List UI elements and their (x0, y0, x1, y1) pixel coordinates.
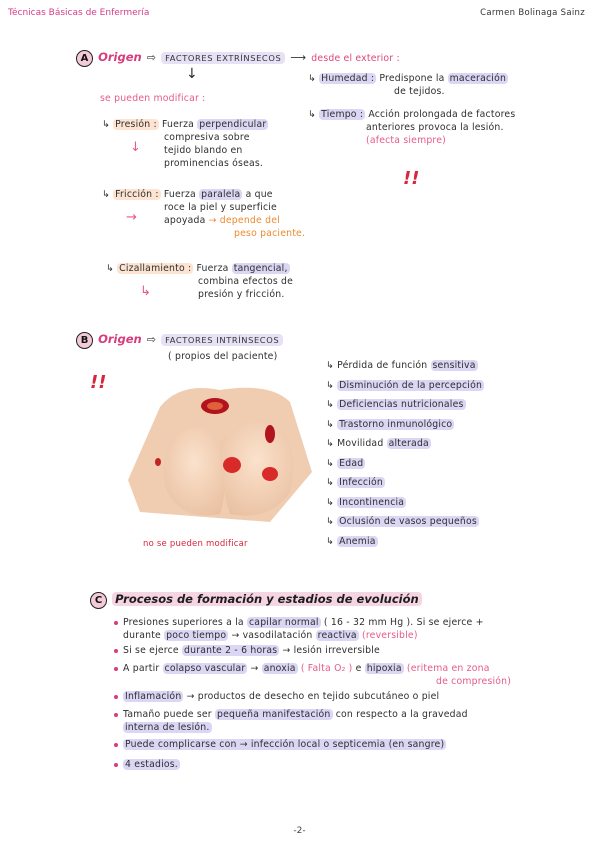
list-item: ↳ Deficiencias nutricionales (326, 399, 464, 410)
list-item: Presiones superiores a la capilar normal ( 16 - 32 mm Hg ). Si se ejerce + durante poco tiempo → vasodilatación reactiva (reversible) (114, 616, 584, 644)
right-arrow-icon: → (126, 210, 137, 225)
arrow-icon: ⇨ (146, 333, 157, 346)
page-number: -2- (293, 826, 306, 836)
intrinsic-list (326, 359, 484, 554)
presion-heading: Presión : (115, 119, 157, 130)
humedad-text-2: de tejidos. (394, 86, 445, 97)
corner-arrow-icon: ↳ (140, 284, 151, 299)
presion-text-2: compresiva sobre (164, 132, 250, 143)
friccion-heading: Fricción : (115, 189, 159, 200)
cizallamiento-text-1: Fuerza (196, 263, 229, 274)
long-arrow-icon: ⟶ (290, 51, 307, 64)
tiempo-text-1: Acción prolongada de factores (368, 109, 516, 120)
list-item: ↳ Infección (326, 477, 383, 488)
list-item: Tamaño puede ser pequeña manifestación con respecto a la gravedad interna de lesión. (114, 708, 584, 738)
list-item: Inflamación → productos de desecho en tejido subcutáneo o piel (114, 690, 584, 708)
friccion-note-2: peso paciente. (234, 228, 306, 239)
friccion-note-1: → depende del (208, 215, 280, 226)
corner-arrow-icon: ↳ (102, 119, 110, 130)
alert-icon: !! (90, 372, 107, 393)
section-a-heading (76, 46, 400, 67)
header-subject: Técnicas Básicas de Enfermería (8, 8, 150, 18)
corner-arrow-icon: ↳ (308, 109, 316, 120)
list-item: ↳ Incontinencia (326, 496, 405, 508)
humedad-highlight: maceración (449, 73, 507, 84)
arrow-icon: ⇨ (146, 51, 157, 64)
list-item: ↳ Anemia (326, 535, 376, 547)
list-item: A partir colapso vascular → anoxia ( Falta O₂ ) e hipoxia (eritema en zona de compresión) (114, 662, 584, 690)
down-arrow-icon: ↓ (130, 140, 141, 155)
header-author: Carmen Bolinaga Sainz (480, 8, 585, 18)
list-item: Puede complicarse con → infección local o septicemia (en sangre) (114, 738, 584, 758)
presion-highlight: perpendicular (199, 119, 267, 130)
alert-icon: !! (403, 168, 420, 189)
friccion-text-3: roce la piel y superficie (164, 202, 277, 213)
corner-arrow-icon: ↳ (308, 73, 316, 84)
patient-note: ( propios del paciente) (168, 351, 278, 362)
external-note: desde el exterior : (311, 53, 400, 64)
down-arrow-icon: ↓ (186, 66, 198, 82)
cizallamiento-text-3: presión y fricción. (198, 289, 285, 300)
friccion-text-1: Fuerza (163, 189, 196, 200)
origin-label: Origen (98, 332, 142, 346)
cizallamiento-heading: Cizallamiento : (119, 263, 192, 274)
list-item: ↳ Disminución de la percepción (326, 379, 483, 391)
list-item: ↳ Oclusión de vasos pequeños (326, 516, 477, 527)
section-letter-c: C (90, 592, 107, 609)
section-b-heading (76, 328, 283, 349)
corner-arrow-icon: ↳ (102, 189, 110, 200)
presion-text-1: Fuerza (162, 119, 195, 130)
list-item: ↳ Trastorno inmunológico (326, 418, 453, 430)
list-item: 4 estadios. (114, 758, 584, 776)
humedad-item (308, 72, 588, 98)
tiempo-item (308, 108, 593, 147)
section-c-title: Procesos de formación y estadios de evolución (112, 592, 422, 606)
presion-text-3: tejido blando en (164, 145, 243, 156)
list-item: ↳ Edad (326, 457, 364, 469)
friccion-highlight: paralela (201, 189, 241, 200)
cizallamiento-highlight: tangencial, (233, 263, 288, 274)
section-letter-a: A (76, 50, 93, 67)
factor-label-intrinsic: FACTORES INTRÍNSECOS (161, 334, 283, 346)
not-modifiable-note: no se pueden modificar (143, 539, 248, 549)
tiempo-heading: Tiempo : (321, 109, 364, 120)
modifiable-note: se pueden modificar : (100, 93, 206, 104)
presion-text-4: prominencias óseas. (164, 158, 264, 169)
tiempo-note: (afecta siempre) (366, 135, 446, 146)
list-item: ↳ Pérdida de función sensitiva (326, 360, 476, 371)
corner-arrow-icon: ↳ (106, 263, 114, 274)
origin-label: Origen (98, 50, 142, 64)
tiempo-text-2: anteriores provoca la lesión. (366, 122, 504, 133)
pressure-ulcer-model-image (120, 372, 320, 532)
friccion-text-4: apoyada (164, 215, 206, 226)
friccion-text-2: a que (245, 189, 273, 200)
section-letter-b: B (76, 332, 93, 349)
factor-label-extrinsic: FACTORES EXTRÍNSECOS (161, 52, 285, 64)
humedad-text: Predispone la (379, 73, 445, 84)
list-item: Si se ejerce durante 2 - 6 horas → lesión irreversible (114, 644, 584, 662)
section-c-heading (90, 588, 422, 609)
list-item: ↳ Movilidad alterada (326, 438, 429, 449)
process-bullet-list (114, 616, 584, 776)
cizallamiento-text-2: combina efectos de (198, 276, 294, 287)
humedad-heading: Humedad : (321, 73, 375, 84)
